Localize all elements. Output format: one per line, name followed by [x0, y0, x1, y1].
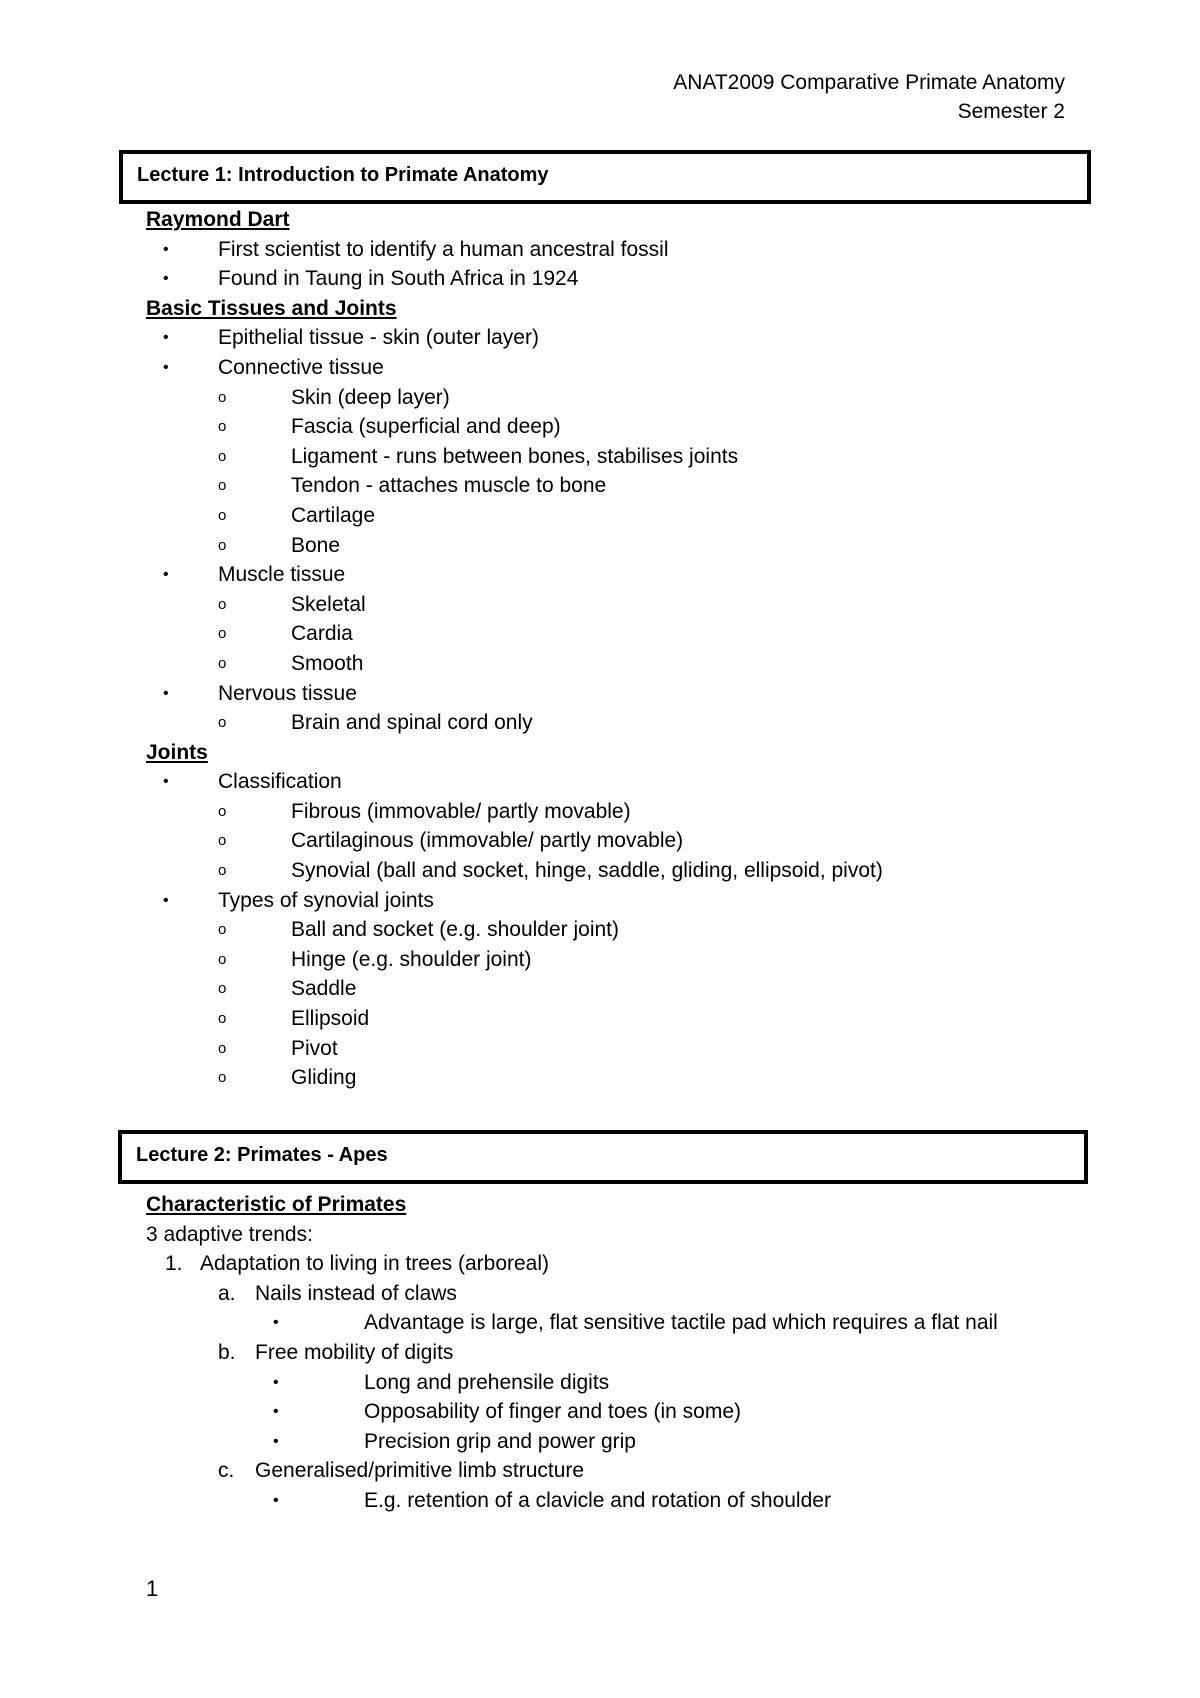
sub-list-item: o Bone — [0, 531, 1200, 561]
adaptive-trends-intro: 3 adaptive trends: — [146, 1222, 313, 1246]
sub-list-item: o Ellipsoid — [0, 1004, 1200, 1034]
basic-tissues-heading: Basic Tissues and Joints — [146, 296, 397, 320]
list-item: • Classification — [0, 767, 1200, 797]
sub-list-item: o Gliding — [0, 1063, 1200, 1093]
bullet-marker: • — [163, 240, 169, 258]
characteristics-heading: Characteristic of Primates — [146, 1193, 407, 1216]
sub-list-item: o Ligament - runs between bones, stabilises joints — [0, 442, 1200, 472]
bullet-marker: • — [163, 270, 169, 288]
circle-marker: o — [218, 654, 227, 672]
bullet-marker: • — [273, 1314, 279, 1332]
list-item: • Found in Taung in South Africa in 1924 — [0, 264, 1200, 294]
list-item: • Epithelial tissue - skin (outer layer) — [0, 323, 1200, 353]
lecture-1-title-box — [119, 150, 1091, 204]
circle-marker: o — [218, 832, 227, 850]
lettered-item: b. Free mobility of digits — [218, 1340, 454, 1364]
circle-marker: o — [218, 506, 227, 524]
list-item: • Muscle tissue — [0, 560, 1200, 590]
sub-list-item: • E.g. retention of a clavicle and rotation of shoulder — [0, 1486, 1200, 1516]
bullet-marker: • — [273, 1373, 279, 1391]
circle-marker: o — [218, 950, 227, 968]
circle-marker: o — [218, 595, 227, 613]
sub-list-item: o Pivot — [0, 1034, 1200, 1064]
semester-label: Semester 2 — [957, 100, 1065, 123]
raymond-dart-heading: Raymond Dart — [146, 208, 290, 231]
bullet-marker: • — [273, 1432, 279, 1450]
joints-heading: Joints — [146, 740, 208, 764]
circle-marker: o — [218, 714, 227, 732]
lecture-2-title: Lecture 2: Primates - Apes — [136, 1144, 388, 1166]
sub-list-item: o Cardia — [0, 619, 1200, 649]
sub-list-item: • Precision grip and power grip — [0, 1427, 1200, 1457]
sub-list-item: o Smooth — [0, 649, 1200, 679]
circle-marker: o — [218, 418, 227, 436]
lettered-item: a. Nails instead of claws — [218, 1281, 457, 1305]
sub-list-item: o Skeletal — [0, 590, 1200, 620]
sub-list-item: o Cartilage — [0, 501, 1200, 531]
list-item: • Connective tissue — [0, 353, 1200, 383]
sub-list-item: o Synovial (ball and socket, hinge, saddle, gliding, ellipsoid, pivot) — [0, 856, 1200, 886]
page-header — [673, 68, 1065, 126]
course-title: ANAT2009 Comparative Primate Anatomy — [673, 71, 1065, 94]
bullet-marker: • — [163, 566, 169, 584]
sub-list-item: o Cartilaginous (immovable/ partly movable) — [0, 826, 1200, 856]
sub-list-item: • Advantage is large, flat sensitive tactile pad which requires a flat nail — [0, 1308, 1200, 1338]
sub-list-item: o Skin (deep layer) — [0, 383, 1200, 413]
circle-marker: o — [218, 802, 227, 820]
circle-marker: o — [218, 1039, 227, 1057]
circle-marker: o — [218, 477, 227, 495]
lecture-2-title-box — [118, 1130, 1088, 1184]
sub-list-item: • Opposability of finger and toes (in some) — [0, 1397, 1200, 1427]
lecture-1-title: Lecture 1: Introduction to Primate Anatomy — [137, 164, 549, 186]
list-item: • Nervous tissue — [0, 679, 1200, 709]
circle-marker: o — [218, 388, 227, 406]
bullet-marker: • — [163, 773, 169, 791]
sub-list-item: o Hinge (e.g. shoulder joint) — [0, 945, 1200, 975]
bullet-marker: • — [273, 1491, 279, 1509]
circle-marker: o — [218, 1010, 227, 1028]
sub-list-item: o Tendon - attaches muscle to bone — [0, 471, 1200, 501]
sub-list-item: o Fibrous (immovable/ partly movable) — [0, 797, 1200, 827]
sub-list-item: o Brain and spinal cord only — [0, 708, 1200, 738]
sub-list-item: o Saddle — [0, 974, 1200, 1004]
list-item: • Types of synovial joints — [0, 886, 1200, 916]
bullet-marker: • — [273, 1403, 279, 1421]
list-item: • First scientist to identify a human ancestral fossil — [0, 235, 1200, 265]
sub-list-item: • Long and prehensile digits — [0, 1368, 1200, 1398]
lecture-1-content — [0, 205, 1200, 1093]
circle-marker: o — [218, 921, 227, 939]
bullet-marker: • — [163, 358, 169, 376]
numbered-item: 1. Adaptation to living in trees (arboreal) — [165, 1252, 550, 1276]
circle-marker: o — [218, 447, 227, 465]
bullet-marker: • — [163, 329, 169, 347]
circle-marker: o — [218, 980, 227, 998]
lettered-item: c. Generalised/primitive limb structure — [218, 1459, 585, 1483]
sub-list-item: o Fascia (superficial and deep) — [0, 412, 1200, 442]
circle-marker: o — [218, 625, 227, 643]
circle-marker: o — [218, 862, 227, 880]
bullet-marker: • — [163, 891, 169, 909]
sub-list-item: o Ball and socket (e.g. shoulder joint) — [0, 915, 1200, 945]
lecture-2-content — [0, 1190, 1200, 1516]
circle-marker: o — [218, 1069, 227, 1087]
page-number: 1 — [146, 1576, 159, 1601]
bullet-marker: • — [163, 684, 169, 702]
circle-marker: o — [218, 536, 227, 554]
